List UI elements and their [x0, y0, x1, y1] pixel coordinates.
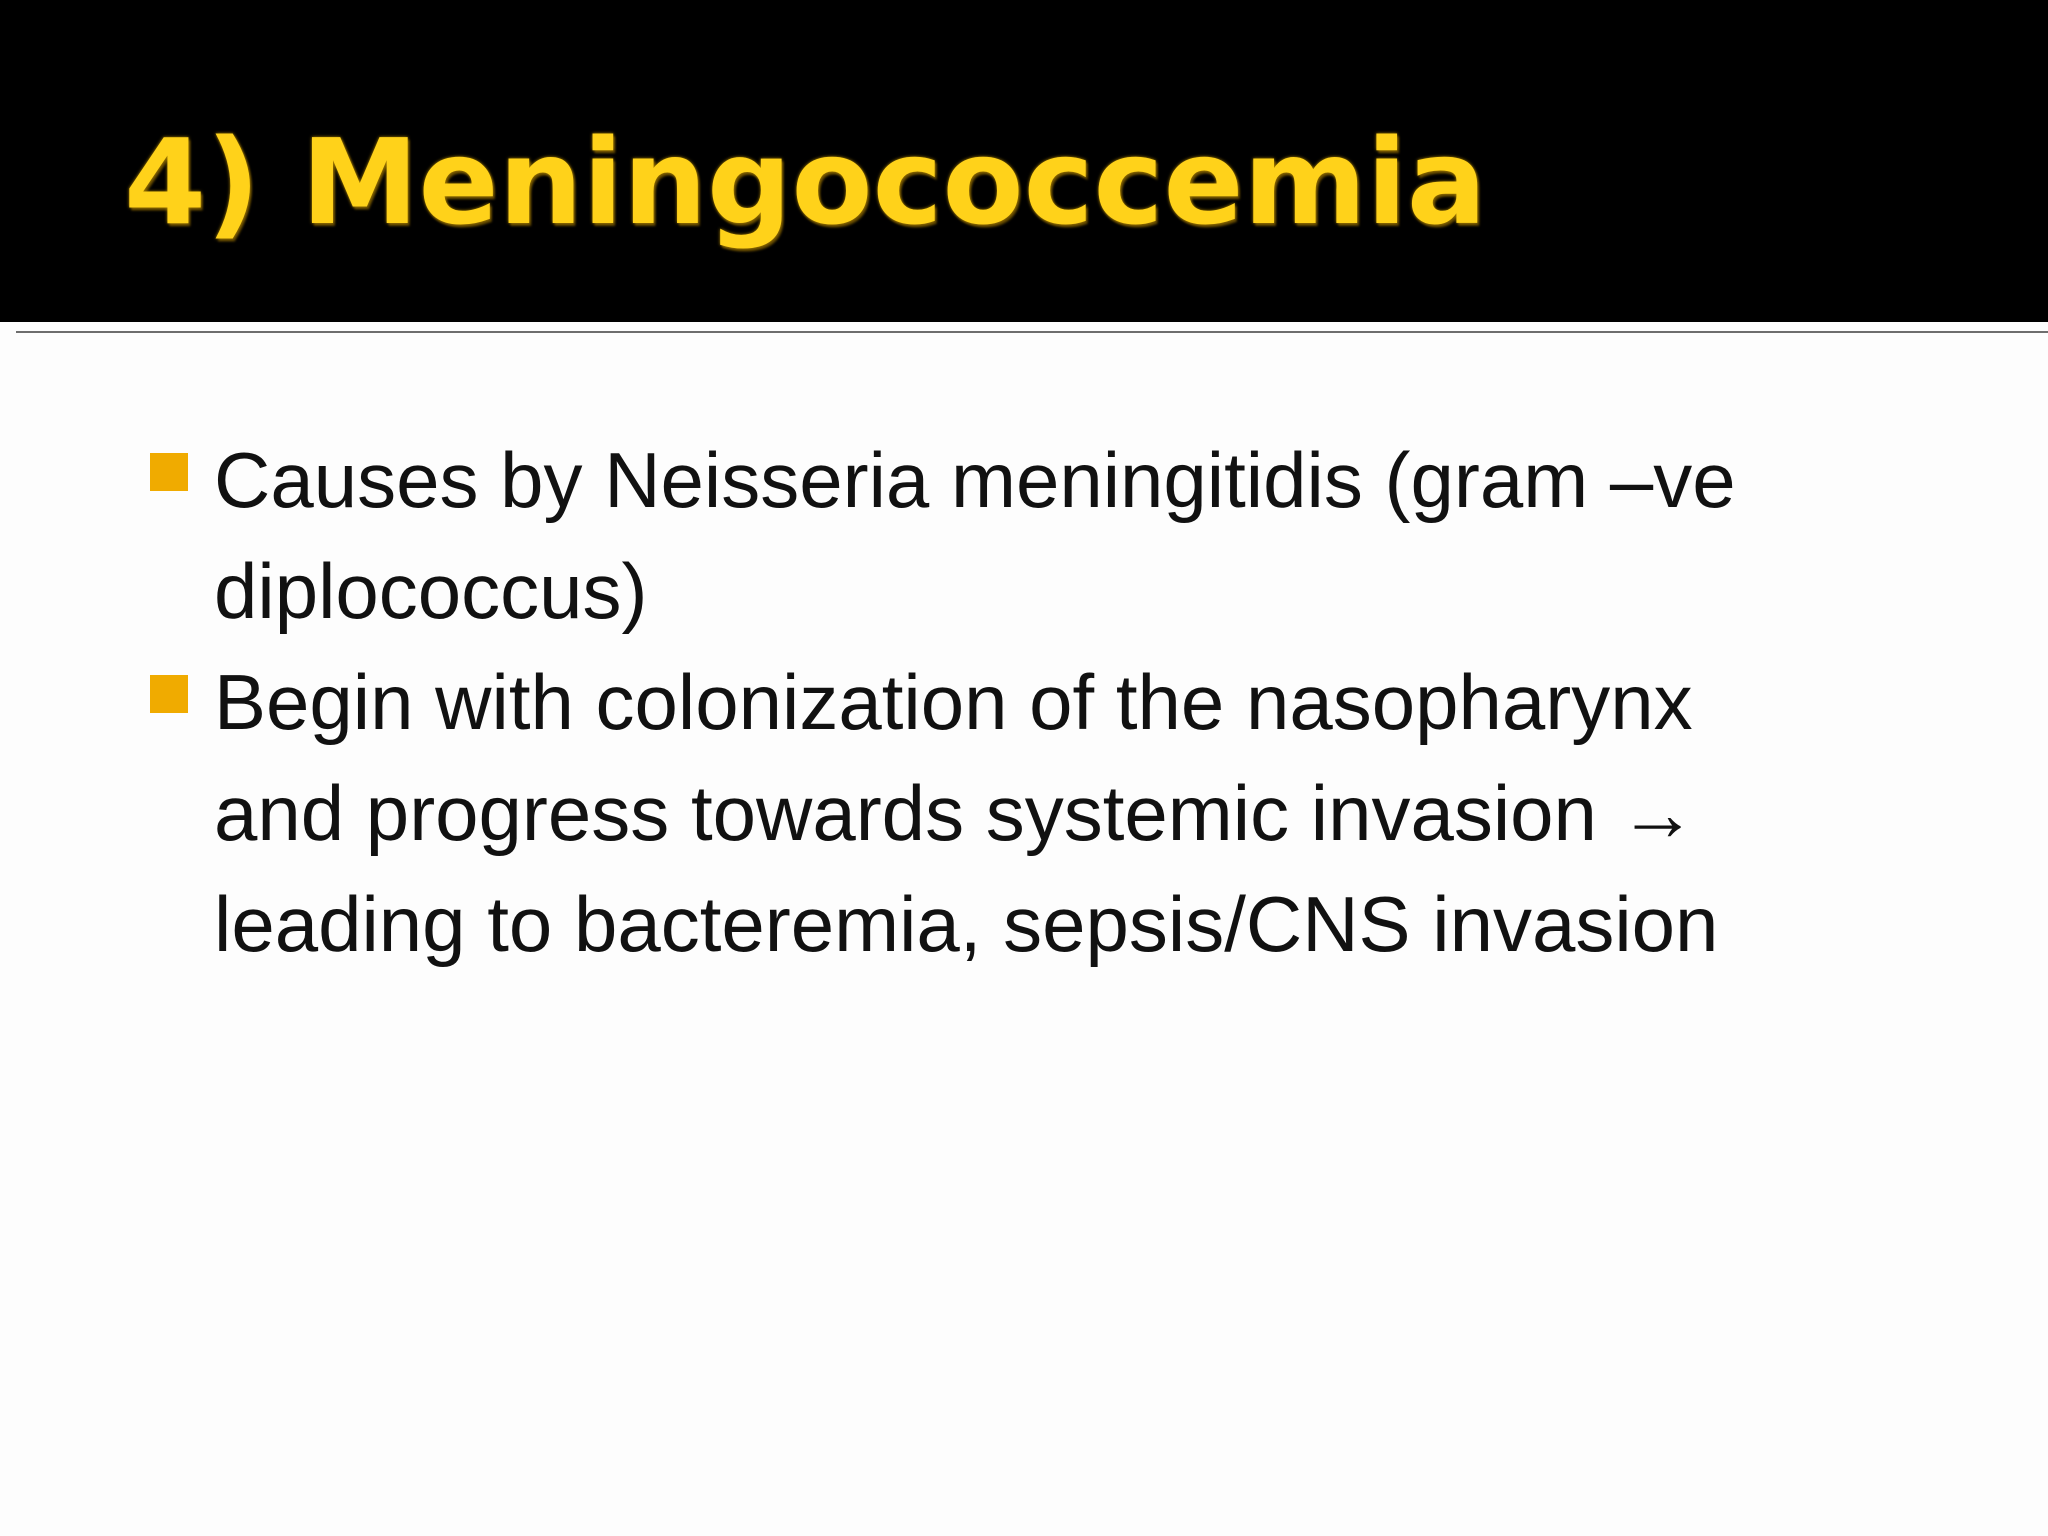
bullet-item	[128, 425, 2028, 647]
title-bar	[0, 0, 2048, 322]
square-bullet-icon	[150, 453, 188, 491]
bullet-text: Causes by Neisseria meningitidis (gram –ve diplococcus)	[214, 436, 1736, 635]
bullet-text: Begin with colonization of the nasopharynx and progress towards systemic invasion → leading to bacteremia, sepsis/CNS invasion	[214, 658, 1719, 968]
square-bullet-icon	[150, 675, 188, 713]
bullet-list	[128, 425, 2028, 980]
slide-title: 4) Meningococcemia	[124, 113, 1487, 251]
divider-line	[16, 331, 2048, 333]
bullet-item	[128, 647, 2028, 980]
